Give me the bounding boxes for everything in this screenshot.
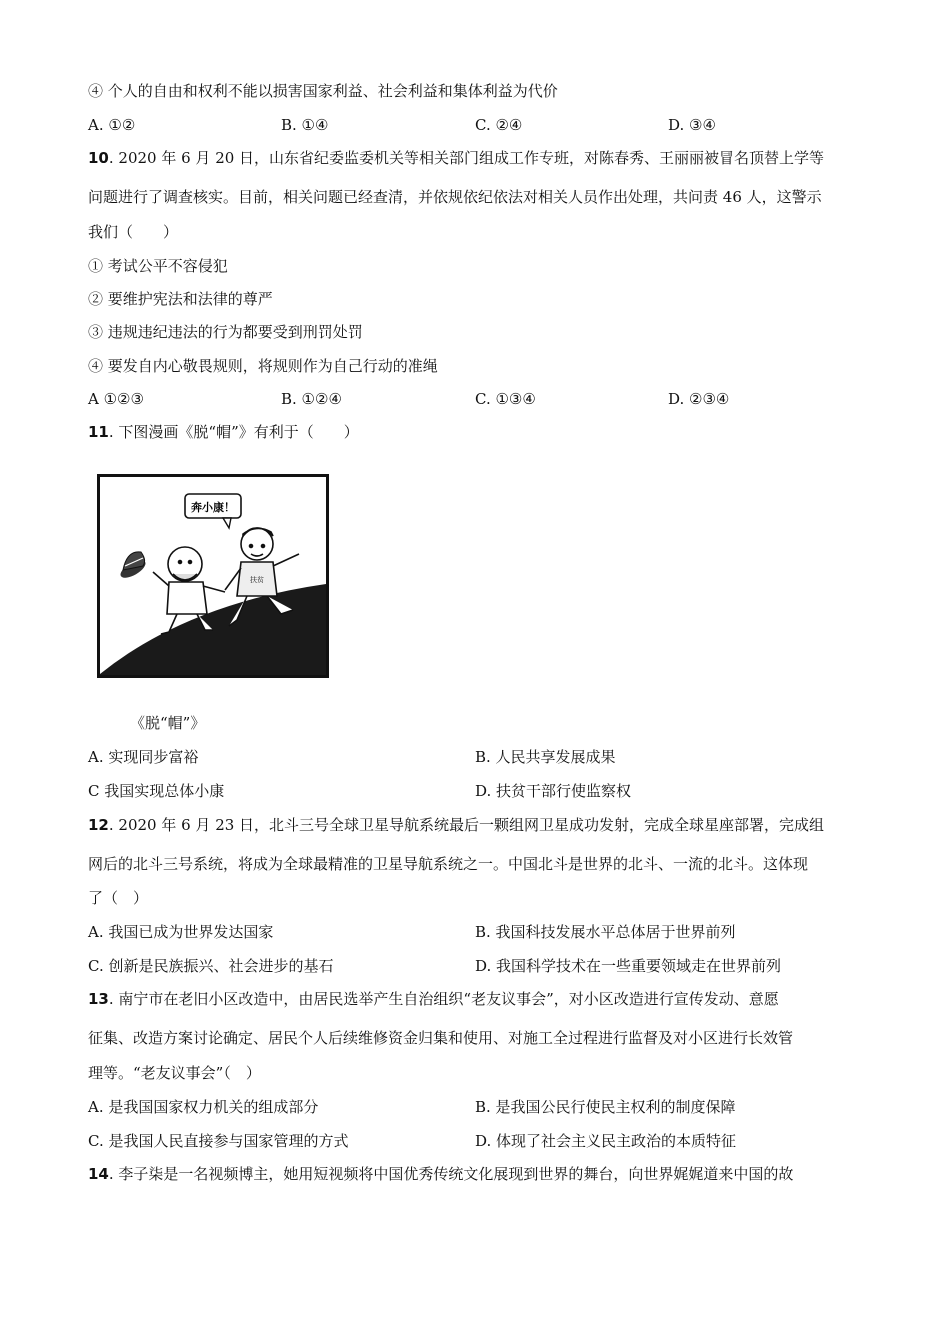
q14-stem-line-1: 14. 李子柒是一名视频博主，她用短视频将中国优秀传统文化展现到世界的舞台，向世界娓娓道来中国的故 — [88, 1165, 794, 1183]
q13-number: 13 — [88, 990, 109, 1008]
q12-stem-line-2: 网后的北斗三号系统，将成为全球最精准的卫星导航系统之一。中国北斗是世界的北斗、一流的北斗。这体现 — [88, 855, 809, 873]
q12-stem-line-1: 12. 2020 年 6 月 23 日，北斗三号全球卫星导航系统最后一颗组网卫星成功发射，完成全球星座部署，完成组 — [88, 816, 825, 834]
q10-option-d: D. ②③④ — [668, 390, 730, 408]
q11-option-b: B. 人民共享发展成果 — [475, 748, 616, 766]
cartoon-caption: 《脱“帽”》 — [130, 714, 206, 732]
q9-option-b: B. ①④ — [281, 116, 329, 134]
q13-stem-line-2: 征集、改造方案讨论确定、居民个人后续维修资金归集和使用、对施工全过程进行监督及对小区进行长效管 — [88, 1029, 794, 1047]
q14-number: 14 — [88, 1165, 109, 1183]
q13-option-c: C. 是我国人民直接参与国家管理的方式 — [88, 1132, 349, 1150]
q10-item-2: ② 要维护宪法和法律的尊严 — [88, 290, 273, 308]
q11-number: 11 — [88, 423, 109, 441]
q12-stem-line-3: 了（ ） — [88, 889, 149, 907]
q11-option-c: C 我国实现总体小康 — [88, 782, 225, 800]
q12-option-a: A. 我国已成为世界发达国家 — [88, 923, 274, 941]
q13-stem-line-1: 13. 南宁市在老旧小区改造中，由居民选举产生自治组织“老友议事会”，对小区改造进行宣传发动、意愿 — [88, 990, 779, 1008]
q9-option-d: D. ③④ — [668, 116, 716, 134]
q10-stem-line-3: 我们（ ） — [88, 223, 179, 241]
q12-option-c: C. 创新是民族振兴、社会进步的基石 — [88, 957, 334, 975]
q10-number: 10 — [88, 149, 109, 167]
q10-option-b: B. ①②④ — [281, 390, 342, 408]
q12-option-b: B. 我国科技发展水平总体居于世界前列 — [475, 923, 736, 941]
q10-stem-line-2: 问题进行了调查核实。目前，相关问题已经查清，并依规依纪依法对相关人员作出处理，共问责 46 人，这警示 — [88, 188, 822, 206]
cartoon-illustration — [97, 474, 329, 678]
q10-item-4: ④ 要发自内心敬畏规则，将规则作为自己行动的准绳 — [88, 357, 438, 375]
q13-option-d: D. 体现了社会主义民主政治的本质特征 — [475, 1132, 737, 1150]
q12-number: 12 — [88, 816, 109, 834]
q10-item-3: ③ 违规违纪违法的行为都要受到刑罚处罚 — [88, 323, 363, 341]
q11-stem-line-1: 11. 下图漫画《脱“帽”》有利于（ ） — [88, 423, 359, 441]
q9-option-a: A. ①② — [88, 116, 136, 134]
q11-option-a: A. 实现同步富裕 — [88, 748, 199, 766]
q10-stem-line-1: 10. 2020 年 6 月 20 日，山东省纪委监委机关等相关部门组成工作专班，对陈春秀、王丽丽被冒名顶替上学等 — [88, 149, 825, 167]
q9-option-c: C. ②④ — [475, 116, 523, 134]
q13-stem-line-3: 理等。“老友议事会”（ ） — [88, 1064, 261, 1082]
svg-text:扶贫: 扶贫 — [250, 576, 264, 584]
q10-option-c: C. ①③④ — [475, 390, 536, 408]
q10-option-a: A ①②③ — [88, 390, 144, 408]
q12-option-d: D. 我国科学技术在一些重要领域走在世界前列 — [475, 957, 782, 975]
q13-option-b: B. 是我国公民行使民主权利的制度保障 — [475, 1098, 736, 1116]
q9-item-4: ④ 个人的自由和权利不能以损害国家利益、社会利益和集体利益为代价 — [88, 82, 558, 100]
q11-option-d: D. 扶贫干部行使监察权 — [475, 782, 632, 800]
q10-item-1: ① 考试公平不容侵犯 — [88, 257, 228, 275]
q13-option-a: A. 是我国国家权力机关的组成部分 — [88, 1098, 319, 1116]
speech-bubble-text: 奔小康！ — [191, 501, 235, 514]
